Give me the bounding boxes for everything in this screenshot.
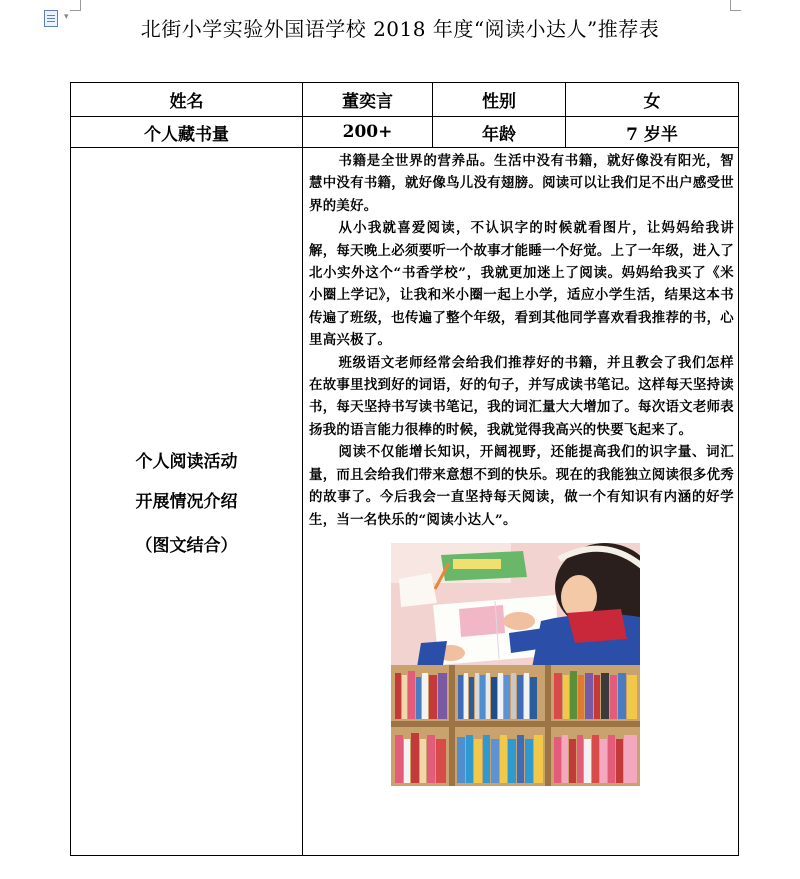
table-row	[71, 117, 739, 148]
table-row	[71, 83, 739, 117]
activity-label-line: 个人阅读活动	[135, 451, 238, 472]
essay-paragraph: 阅读不仅能增长知识，开阔视野，还能提高我们的识字量、词汇量，而且会给我们带来意想不到的快乐。现在的我能独立阅读很多优秀的故事了。今后我会一直坚持每天阅读，做一个有知识有内涵的好学生，当一名快乐的“阅读小达人”。	[309, 444, 734, 528]
chevron-down-icon[interactable]: ▾	[64, 12, 69, 22]
page-title: 北街小学实验外国语学校 2018 年度“阅读小达人”推荐表	[140, 17, 660, 41]
recommendation-form-table	[70, 82, 739, 856]
essay-paragraph: 书籍是全世界的营养品。生活中没有书籍，就好像没有阳光，智慧中没有书籍，就好像鸟儿没有翅膀。阅读可以让我们足不出户感受世界的美好。	[309, 153, 734, 214]
activity-content-cell	[303, 148, 739, 856]
activity-label-line: （图文结合）	[135, 535, 238, 556]
name-label: 姓名	[71, 83, 303, 117]
reading-essay	[303, 148, 738, 531]
reading-photo	[391, 543, 640, 786]
name-value: 董奕言	[303, 83, 433, 117]
gender-label: 性别	[433, 83, 566, 117]
table-row	[71, 148, 739, 856]
essay-paragraph: 从小我就喜爱阅读，不认识字的时候就看图片，让妈妈给我讲解，每天晚上必须要听一个故事才能睡一个好觉。上了一年级，进入了北小实外这个“书香学校”，我就更加迷上了阅读。妈妈给我买了《米小圈上学记》，让我和米小圈一起上小学，适应小学生活，结果这本书传遍了班级，也传遍了整个年级，看到其他同学喜欢看我推荐的书，心里高兴极了。	[309, 220, 734, 349]
gender-value: 女	[566, 83, 739, 117]
essay-paragraph: 班级语文老师经常会给我们推荐好的书籍，并且教会了我们怎样在故事里找到好的词语，好的句子，并写成读书笔记。这样每天坚持读书，每天坚持书写读书笔记，我的词汇量大大增加了。每次语文老师表扬我的语言能力很棒的时候，我就觉得我高兴的快要飞起来了。	[309, 354, 734, 438]
activity-label-line: 开展情况介绍	[135, 491, 238, 512]
page-corner-mark-left	[70, 0, 81, 11]
book-count-label: 个人藏书量	[71, 117, 303, 148]
age-value: 7 岁半	[566, 117, 739, 148]
activity-label-cell	[71, 148, 303, 856]
page-corner-mark-right	[730, 0, 741, 11]
age-label: 年龄	[433, 117, 566, 148]
book-count-value: 200+	[303, 117, 433, 148]
